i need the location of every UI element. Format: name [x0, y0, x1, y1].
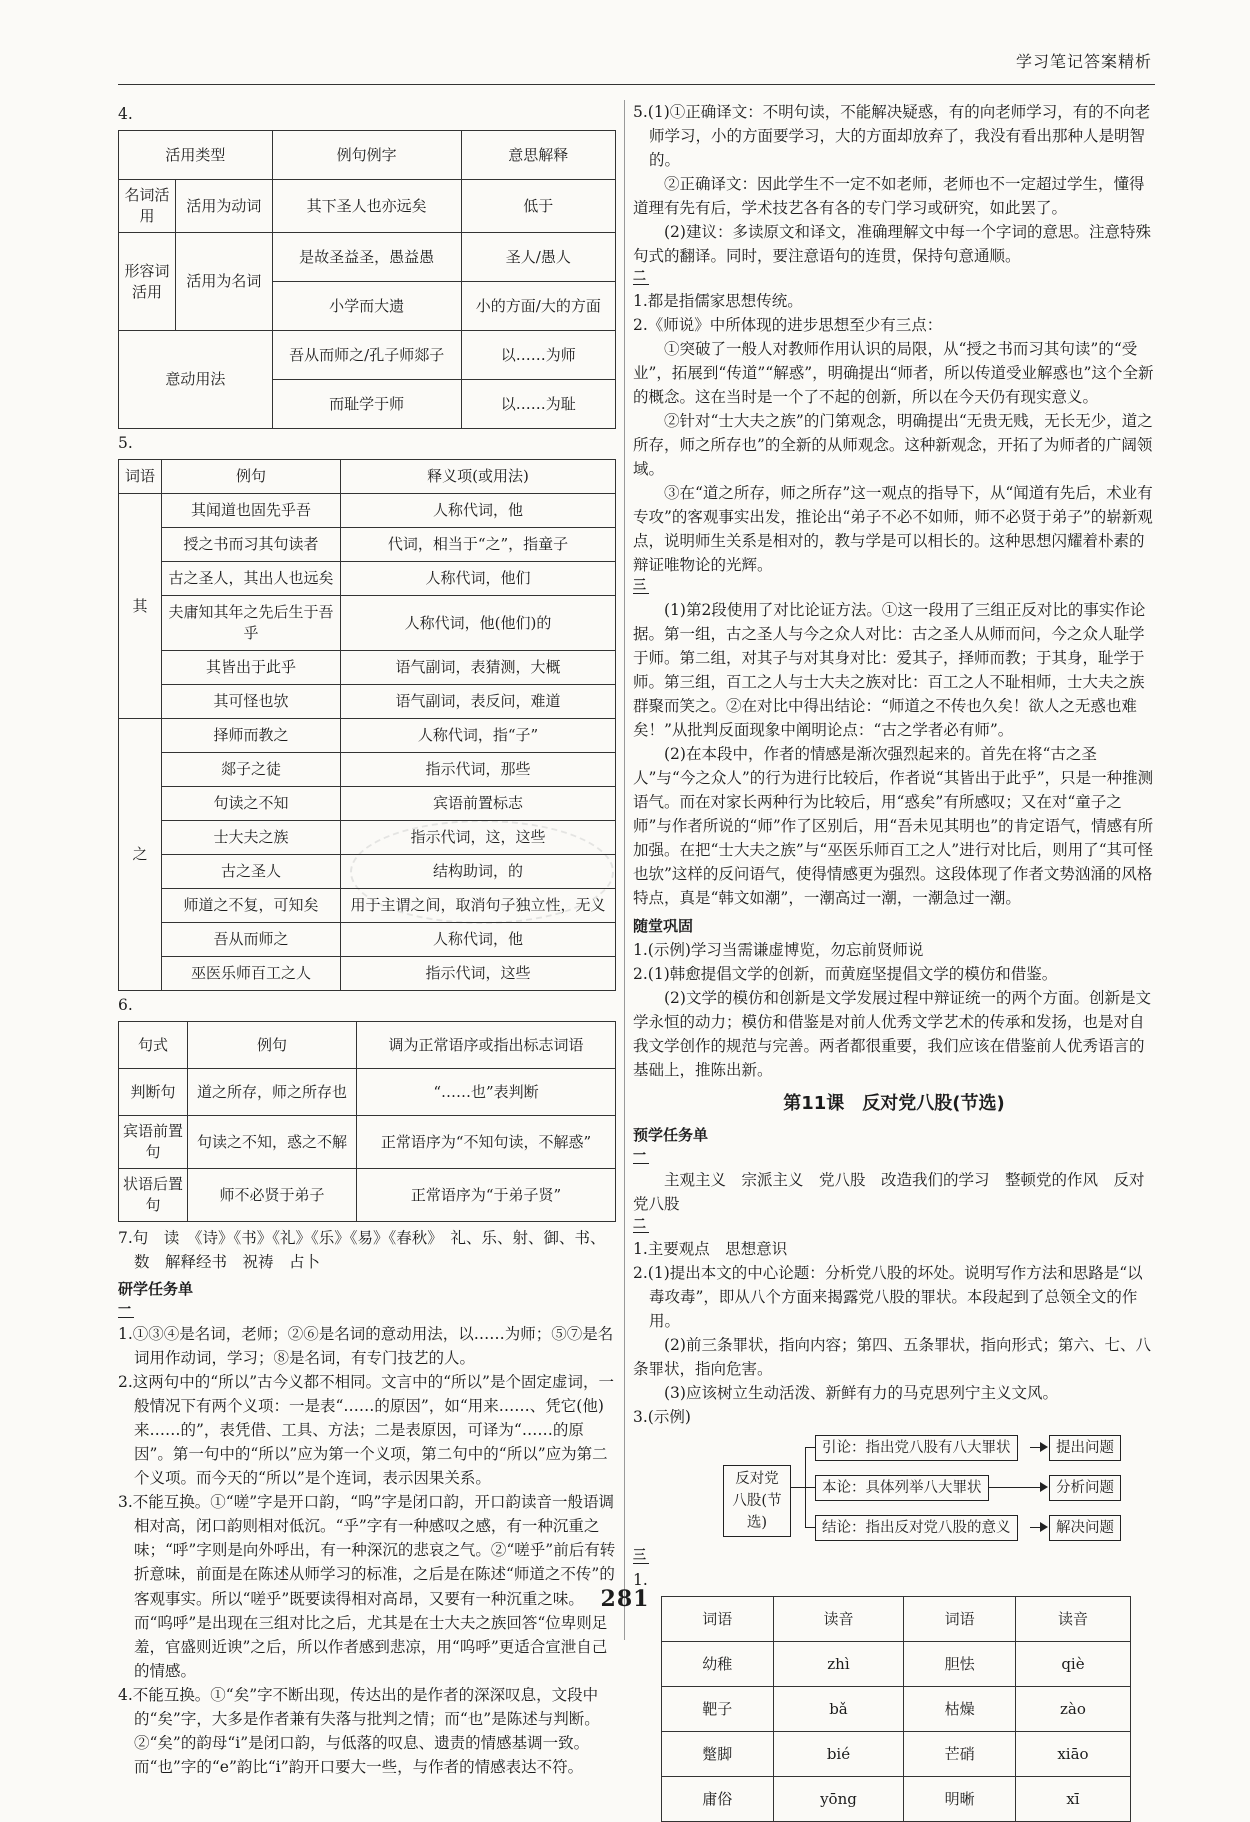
- table-cell: 意动用法: [119, 331, 273, 429]
- table-header: 句式: [119, 1022, 188, 1069]
- page-number: 281: [600, 1586, 650, 1612]
- answer-item: ③在“道之所存，师之所存”这一观点的指导下，从“闻道有先后，术业有专攻”的客观事实出发，推论出“弟子不必不如师，师不必贤于弟子”的崭新观点，说明师生关系是相对的，教与学是可以相长的。这种思想闪耀着朴素的辩证唯物论的光辉。: [633, 484, 1153, 575]
- table-cell: 低于: [461, 180, 615, 233]
- table-cell: 形容词活用: [119, 233, 176, 331]
- table-cell: 用于主谓之间，取消句子独立性，无义: [341, 889, 616, 923]
- table-header: 词语: [119, 460, 162, 494]
- answer-item: (2)文学的模仿和创新是文学发展过程中辩证统一的两个方面。创新是文学永恒的动力；模仿和借鉴是对前人优秀文学艺术的传承和发扬，也是对自我文学创作的规范与完善。两者都很重要，我们应该在借鉴前人优秀语言的基础上，推陈出新。: [633, 988, 1151, 1079]
- answer-item: 2.《师说》中所体现的进步思想至少有三点：: [633, 316, 943, 335]
- table-header: 例句: [188, 1022, 357, 1069]
- table-header: 读音: [773, 1597, 904, 1642]
- arrow-icon: [1040, 1482, 1048, 1492]
- pinyin-table: [661, 1596, 1131, 1822]
- table-cell: 择师而教之: [162, 719, 341, 753]
- table-header: 意思解释: [461, 131, 615, 180]
- q6-table: [118, 1021, 616, 1222]
- table-cell: 宾语前置标志: [341, 787, 616, 821]
- table-cell: 句读之不知，惑之不解: [188, 1116, 357, 1169]
- table-cell: zào: [1015, 1687, 1130, 1732]
- table-cell: 巫医乐师百工之人: [162, 957, 341, 991]
- table-cell: xī: [1015, 1777, 1130, 1822]
- table-cell: 枯燥: [904, 1687, 1016, 1732]
- table-header: 读音: [1015, 1597, 1130, 1642]
- diagram-connector: [805, 1487, 815, 1488]
- table-cell: 代词，相当于“之”，指童子: [341, 528, 616, 562]
- table-cell: 人称代词，他们: [341, 562, 616, 596]
- table-header: 词语: [904, 1597, 1016, 1642]
- table-cell: 吾从而师之: [162, 923, 341, 957]
- table-cell-word: 之: [119, 719, 162, 991]
- answer-item: ①突破了一般人对教师作用认识的局限，从“授之书而习其句读”的“受业”，拓展到“传道”“解惑”，明确提出“师者，所以传道受业解惑也”这个全新的概念。这在当时是一个了不起的创新，所以在今天仍有现实意义。: [633, 340, 1154, 407]
- diagram-result: 提出问题: [1049, 1435, 1121, 1461]
- answer-item: (2)在本段中，作者的情感是渐次强烈起来的。首先在将“古之圣人”与“今之众人”的行为进行比较后，作者说“其皆出于此乎”，只是一种推测语气。而在对家长两种行为比较后，用“惑矣”有所感叹；又在对“童子之师”与作者所说的“师”作了区别后，用“吾未见其明也”的肯定语气，情感有所加强。在把“士大夫之族”与“巫医乐师百工之人”进行对比后，则用了“其可怪也欤”这样的反问语气，使得情感更为强烈。这段体现了作者文势汹涌的风格特点，真是“韩文如潮”，一潮高过一潮，一潮急过一潮。: [633, 745, 1154, 908]
- answer-item: 3.不能互换。①“嗟”字是开口韵，“呜”字是闭口韵，开口韵读音一般语调相对高，闭口韵则相对低沉。“乎”字有一种感叹之感，有一种沉重之味；“呼”字则是向外呼出，有一种深沉的悲哀之气。②“嗟乎”前后有转折意味，前面是在陈述从师学习的标准，之后是在陈述“师道之不传”的客观事实。所以“嗟乎”既要读得相对高昂，又要有一种沉重之味。而“呜呼”是出现在三组对比之后，尤其是在士大夫之族回答“位卑则足羞，官盛则近谀”之后，所以作者感到悲凉，用“呜呼”更适合宣泄自己的情感。: [118, 1493, 616, 1680]
- answer-item: 主观主义 宗派主义 党八股 改造我们的学习 整顿党的作风 反对党八股: [633, 1170, 1145, 1213]
- table-cell: bié: [773, 1732, 904, 1777]
- table-cell: 而耻学于师: [272, 380, 461, 429]
- answer-item: (1)第2段使用了对比论证方法。①这一段用了三组正反对比的事实作论据。第一组，古之圣人与今之众人对比：古之圣人从师而问，今之众人耻学于师。第二组，对其子与对其身对比：爱其子，择师而教；于其身，耻学于师。第三组，百工之人与士大夫之族对比：百工之人不耻相师，士大夫之族群聚而笑之。②在对比中得出结论：“师道之不传也久矣！欲人之无惑也难矣！”从批判反面现象中阐明论点：“古之学者必有师”。: [633, 601, 1146, 740]
- left-column: [118, 100, 616, 1779]
- diagram-result: 解决问题: [1049, 1515, 1121, 1541]
- section-number: 三: [633, 1549, 649, 1564]
- table-cell: “……也”表判断: [357, 1069, 616, 1116]
- table-cell: 名词活用: [119, 180, 176, 233]
- q5-table: [118, 459, 616, 991]
- section-title: 预学任务单: [633, 1125, 709, 1144]
- section-title: 研学任务单: [118, 1280, 194, 1299]
- diagram-result: 分析问题: [1049, 1475, 1121, 1501]
- table-cell: 判断句: [119, 1069, 188, 1116]
- table-cell: 蹩脚: [662, 1732, 774, 1777]
- q1-label: 1.: [633, 1571, 648, 1590]
- header-rule: [118, 84, 1155, 85]
- answer-item: 5.(1)①正确译文：不明句读，不能解决疑惑，有的向老师学习，有的不向老师学习，小的方面要学习，大的方面却放弃了，我没有看出那种人是明智的。: [633, 103, 1151, 170]
- section-number: 一: [118, 1303, 134, 1318]
- table-cell-word: 其: [119, 494, 162, 719]
- answer-item: 1.①③④是名词，老师；②⑥是名词的意动用法，以……为师；⑤⑦是名词用作动词，学习；⑧是名词，有专门技艺的人。: [118, 1325, 614, 1368]
- answer-item: 4.不能互换。①“矣”字不断出现，传达出的是作者的深深叹息，文段中的“矣”字，大多是作者兼有失落与批判之情；而“也”是陈述与判断。②“矣”的韵母“i”是闭口韵，与低落的叹息、遗责的情感基调一致。而“也”字的“e”韵比“i”韵开口要大一些，与作者的情感表达不符。: [118, 1685, 600, 1776]
- table-cell: 芒硝: [904, 1732, 1016, 1777]
- diagram-root: 反对党八股(节选): [723, 1465, 791, 1537]
- table-cell: zhì: [773, 1642, 904, 1687]
- table-cell: 吾从而师之/孔子师郯子: [272, 331, 461, 380]
- table-cell: 靶子: [662, 1687, 774, 1732]
- table-cell: 圣人/愚人: [461, 233, 615, 282]
- diagram-connector: [805, 1447, 815, 1448]
- q5-label: 5.: [118, 434, 133, 453]
- table-cell: 是故圣益圣，愚益愚: [272, 233, 461, 282]
- table-cell: 正常语序为“于弟子贤”: [357, 1169, 616, 1222]
- table-cell: 语气副词，表猜测，大概: [341, 651, 616, 685]
- table-cell: 人称代词，他: [341, 494, 616, 528]
- table-cell: 郯子之徒: [162, 753, 341, 787]
- table-cell: 胆怯: [904, 1642, 1016, 1687]
- table-cell: 结构助词，的: [341, 855, 616, 889]
- answer-item: 1.都是指儒家思想传统。: [633, 292, 803, 311]
- answer-item: 1.(示例)学习当需谦虚博览，勿忘前贤师说: [633, 940, 924, 959]
- table-cell: 幼稚: [662, 1642, 774, 1687]
- section-number: 二: [633, 270, 649, 285]
- answer-item: (2)前三条罪状，指向内容；第四、五条罪状，指向形式；第六、七、八条罪状，指向危害。: [633, 1336, 1151, 1379]
- table-cell: 庸俗: [662, 1777, 774, 1822]
- table-cell: qiè: [1015, 1642, 1130, 1687]
- answer-item: 2.(1)韩愈提倡文学的创新，而黄庭坚提倡文学的模仿和借鉴。: [633, 964, 1058, 983]
- table-header: 例句例字: [272, 131, 461, 180]
- table-cell: 士大夫之族: [162, 821, 341, 855]
- table-header: 活用类型: [119, 131, 273, 180]
- page-header: 学习笔记答案精析: [1015, 52, 1152, 71]
- table-cell: 小的方面/大的方面: [461, 282, 615, 331]
- lesson-title: 第11课 反对党八股(节选): [783, 1092, 1005, 1114]
- table-cell: 道之所存，师之所存也: [188, 1069, 357, 1116]
- table-cell: yōng: [773, 1777, 904, 1822]
- table-cell: 小学而大遗: [272, 282, 461, 331]
- table-cell: 其可怪也欤: [162, 685, 341, 719]
- table-header: 调为正常语序或指出标志词语: [357, 1022, 616, 1069]
- arrow-icon: [1040, 1522, 1048, 1532]
- table-cell: 活用为名词: [176, 233, 273, 331]
- table-cell: 指示代词，这些: [341, 957, 616, 991]
- table-cell: 指示代词，那些: [341, 753, 616, 787]
- table-cell: 人称代词，他: [341, 923, 616, 957]
- table-cell: 授之书而习其句读者: [162, 528, 341, 562]
- answer-item: ②正确译文：因此学生不一定不如老师，老师也不一定超过学生，懂得道理有先有后，学术技艺各有各的专门学习或研究，如此罢了。: [633, 175, 1145, 218]
- table-cell: bǎ: [773, 1687, 904, 1732]
- diagram-branch: 本论：具体列举八大罪状: [815, 1475, 989, 1501]
- table-header: 释义项(或用法): [341, 460, 616, 494]
- table-cell: 人称代词，指“子”: [341, 719, 616, 753]
- answer-item: (3)应该树立生动活泼、新鲜有力的马克思列宁主义文风。: [664, 1384, 1058, 1403]
- structure-diagram: [633, 1435, 1155, 1543]
- column-divider: [624, 100, 625, 1640]
- table-cell: 其闻道也固先乎吾: [162, 494, 341, 528]
- q4-label: 4.: [118, 105, 133, 123]
- diagram-connector: [988, 1487, 1042, 1488]
- table-cell: 夫庸知其年之先后生于吾乎: [162, 596, 341, 651]
- right-column: [633, 100, 1155, 1822]
- section-number: 二: [633, 1218, 649, 1233]
- table-cell: xiāo: [1015, 1732, 1130, 1777]
- answer-item: 2.(1)提出本文的中心论题：分析党八股的坏处。说明写作方法和思路是“以毒攻毒”，即从八个方面来揭露党八股的罪状。本段起到了总领全文的作用。: [633, 1264, 1143, 1331]
- answer-item: 1.主要观点 思想意识: [633, 1240, 788, 1259]
- table-cell: 人称代词，他(他们)的: [341, 596, 616, 651]
- table-cell: 师不必贤于弟子: [188, 1169, 357, 1222]
- table-cell: 语气副词，表反问，难道: [341, 685, 616, 719]
- table-header: 词语: [662, 1597, 774, 1642]
- table-cell: 宾语前置句: [119, 1116, 188, 1169]
- section-title: 随堂巩固: [633, 916, 694, 935]
- table-cell: 其皆出于此乎: [162, 651, 341, 685]
- answer-item: (2)建议：多读原文和译文，准确理解文中每一个字词的意思。注意特殊句式的翻译。同时，要注意语句的连贯，保持句意通顺。: [633, 223, 1151, 266]
- answer-item: ②针对“士大夫之族”的门第观念，明确提出“无贵无贱，无长无少，道之所存，师之所存也”的全新的从师观念。这种新观念，开拓了为师者的广阔领域。: [633, 412, 1153, 479]
- table-cell: 正常语序为“不知句读，不解惑”: [357, 1116, 616, 1169]
- q4-table: [118, 130, 616, 429]
- table-cell: 以……为耻: [461, 380, 615, 429]
- q7-answer: 7.句 读 《诗》《书》《礼》《乐》《易》《春秋》 礼、乐、射、御、书、数 解释经书 祝祷 占卜: [118, 1229, 606, 1272]
- table-header: 例句: [162, 460, 341, 494]
- table-cell: 其下圣人也亦远矣: [272, 180, 461, 233]
- diagram-branch: 引论：指出党八股有八大罪状: [815, 1435, 1018, 1461]
- table-cell: 古之圣人，其出人也远矣: [162, 562, 341, 596]
- table-cell: 指示代词，这，这些: [341, 821, 616, 855]
- table-cell: 以……为师: [461, 331, 615, 380]
- section-number: 一: [633, 1149, 649, 1164]
- table-cell: 师道之不复，可知矣: [162, 889, 341, 923]
- answer-item: 3.(示例): [633, 1408, 691, 1427]
- q6-label: 6.: [118, 996, 133, 1015]
- table-cell: 状语后置句: [119, 1169, 188, 1222]
- answer-item: 2.这两句中的“所以”古今义都不相同。文言中的“所以”是个固定虚词，一般情况下有两个义项：一是表“……的原因”，如“用来……、凭它(他)来……的”，表凭借、工具、方法；二是表原因，可译为“……的原因”。第一句中的“所以”应为第一个义项，第二句中的“所以”应为第二个义项。而今天的“所以”是个连词，表示因果关系。: [118, 1373, 614, 1488]
- table-cell: 句读之不知: [162, 787, 341, 821]
- table-cell: 活用为动词: [176, 180, 273, 233]
- diagram-connector: [791, 1487, 805, 1488]
- section-number: 三: [633, 579, 649, 594]
- table-cell: 明晰: [904, 1777, 1016, 1822]
- arrow-icon: [1040, 1442, 1048, 1452]
- diagram-connector: [805, 1527, 815, 1528]
- diagram-branch: 结论：指出反对党八股的意义: [815, 1515, 1018, 1541]
- table-cell: 古之圣人: [162, 855, 341, 889]
